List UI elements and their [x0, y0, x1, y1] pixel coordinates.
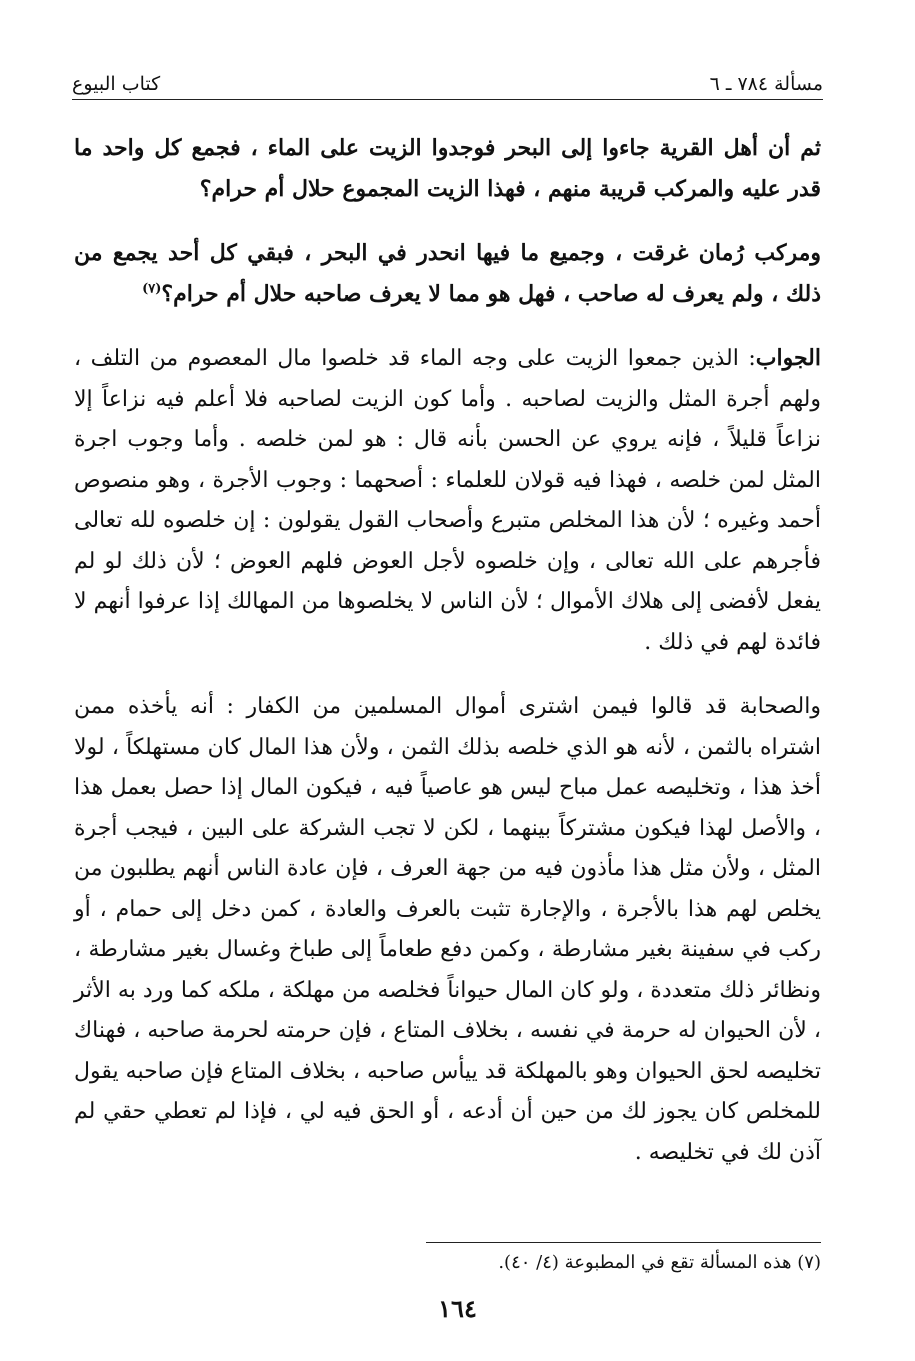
answer-paragraph — [74, 338, 821, 663]
body-paragraph-4: والصحابة قد قالوا فيمن اشترى أموال المسلمين من الكفار : أنه يأخذه ممن اشتراه بالثمن ، لأنه هو الذي خلصه بذلك الثمن ، ولأن هذا المال كان مستهلكاً ، لولا أخذ هذا ، وتخليصه عمل مباح ليس هو عاصياً فيه ، فيكون المال إذا حصل بعمل هذا ، والأصل لهذا فيكون مشتركاً بينهما ، لكن لا تجب الشركة على البين ، فيجب أجرة المثل ، ولأن مثل هذا مأذون فيه من جهة العرف ، فإن عادة الناس أنهم يطلبون من يخلص لهم هذا بالأجرة ، والإجارة تثبت بالعرف والعادة ، كمن دخل إلى حمام ، أو ركب في سفينة بغير مشارطة ، وكمن دفع طعاماً إلى طباخ وغسال بغير مشارطة ، ونظائر ذلك متعددة ، ولو كان المال حيواناً فخلصه من مهلكة ، ملكه كما ورد به الأثر ، لأن الحيوان له حرمة في نفسه ، بخلاف المتاع ، فإن حرمته لحرمة صاحبه ، فهناك تخليصه لحق الحيوان وهو بالمهلكة قد ييأس صاحبه ، بخلاف المتاع فإن صاحبه يقول للمخلص كان يجوز لك من حين أن أدعه ، أو الحق فيه لي ، فإذا لم تعطي حقي لم آذن لك في تخليصه . — [74, 694, 821, 1165]
header-book-title: كتاب البيوع — [72, 73, 161, 95]
footnote-reference: (٧) — [142, 281, 162, 297]
question-paragraph-2 — [74, 233, 821, 314]
page-number: ١٦٤ — [438, 1294, 477, 1323]
question-2-text: ومركب رُمان غرقت ، وجميع ما فيها انحدر في البحر ، فبقي كل أحد يجمع من ذلك ، ولم يعرف له صاحب ، فهل هو مما لا يعرف صاحبه حلال أم حرام؟ — [74, 240, 821, 307]
question-paragraph-1: ثم أن أهل القرية جاءوا إلى البحر فوجدوا الزيت على الماء ، فجمع كل واحد ما قدر عليه والمركب قريبة منهم ، فهذا الزيت المجموع حلال أم حرام؟ — [74, 135, 821, 202]
answer-text: : الذين جمعوا الزيت على وجه الماء قد خلصوا مال المعصوم من التلف ، ولهم أجرة المثل والزيت لصاحبه . وأما كون الزيت لصاحبه فلا أعلم فيه نزاعاً إلا نزاعاً قليلاً ، فإنه يروي عن الحسن بأنه قال : هو لمن خلصه . وأما وجوب اجرة المثل لمن خلصه ، فهذا فيه قولان للعلماء : أصحهما : وجوب الأجرة ، وهو منصوص أحمد وغيره ؛ لأن هذا المخلص متبرع وأصحاب القول يقولون : إن خلصوه لله تعالى فأجرهم على الله تعالى ، وإن خلصوه لأجل العوض فلهم العوض ؛ لأن ذلك لو لم يفعل لأفضى إلى هلاك الأموال ؛ لأن الناس لا يخلصوها من المهالك إذا عرفوا أنهم لا فائدة لهم في ذلك . — [74, 346, 821, 655]
footnote-divider — [426, 1242, 821, 1243]
header-issue-number: مسألة ٧٨٤ ـ ٦ — [709, 73, 823, 95]
running-header — [72, 66, 823, 100]
main-text — [74, 128, 821, 1197]
footnote: (٧) هذه المسألة تقع في المطبوعة (٤/ ٤٠). — [498, 1252, 821, 1273]
answer-label: الجواب — [755, 345, 821, 371]
